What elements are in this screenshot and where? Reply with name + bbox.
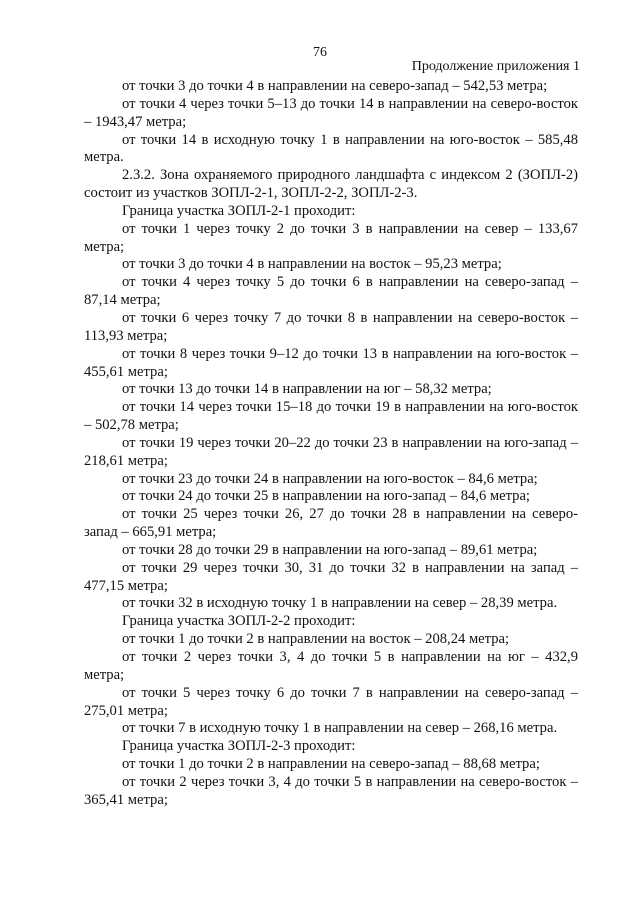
body-paragraph: от точки 3 до точки 4 в направлении на восток – 95,23 метра;	[122, 256, 502, 273]
body-paragraph: от точки 13 до точки 14 в направлении на юг – 58,32 метра;	[122, 381, 492, 398]
body-paragraph: от точки 8 через точки 9–12 до точки 13 в направлении на юго-восток – 455,61 метра;	[84, 345, 578, 380]
body-paragraph: от точки 4 через точки 5–13 до точки 14 в направлении на северо-восток – 1943,47 метра;	[84, 95, 578, 130]
body-paragraph: от точки 7 в исходную точку 1 в направлении на север – 268,16 метра.	[122, 720, 558, 737]
document-body	[84, 78, 578, 810]
appendix-continuation-note: Продолжение приложения 1	[411, 59, 580, 74]
subsection-heading: Граница участка ЗОПЛ-2-2 проходит:	[122, 613, 356, 630]
body-paragraph: от точки 1 до точки 2 в направлении на восток – 208,24 метра;	[122, 631, 510, 648]
section-paragraph: 2.3.2. Зона охраняемого природного ландшафта с индексом 2 (ЗОПЛ-2) состоит из участков ЗОПЛ-2-1, ЗОПЛ-2-2, ЗОПЛ-2-3.	[84, 167, 578, 202]
page-number: 76	[313, 45, 327, 60]
body-paragraph: от точки 29 через точки 30, 31 до точки 32 в направлении на запад – 477,15 метра;	[84, 559, 578, 594]
subsection-heading: Граница участка ЗОПЛ-2-3 проходит:	[122, 738, 356, 755]
body-paragraph: от точки 1 через точку 2 до точки 3 в направлении на север – 133,67 метра;	[84, 220, 578, 255]
body-paragraph: от точки 25 через точки 26, 27 до точки 28 в направлении на северо-запад – 665,91 метра;	[84, 506, 578, 541]
body-paragraph: от точки 19 через точки 20–22 до точки 23 в направлении на юго-запад – 218,61 метра;	[84, 434, 578, 469]
body-paragraph: от точки 3 до точки 4 в направлении на северо-запад – 542,53 метра;	[122, 78, 548, 94]
body-paragraph: от точки 6 через точку 7 до точки 8 в направлении на северо-восток – 113,93 метра;	[84, 309, 578, 344]
body-paragraph: от точки 23 до точки 24 в направлении на юго-восток – 84,6 метра;	[122, 470, 538, 487]
body-paragraph: от точки 24 до точки 25 в направлении на юго-запад – 84,6 метра;	[122, 488, 530, 505]
body-paragraph: от точки 14 в исходную точку 1 в направлении на юго-восток – 585,48 метра.	[84, 131, 578, 166]
body-paragraph: от точки 28 до точки 29 в направлении на юго-запад – 89,61 метра;	[122, 541, 538, 558]
body-paragraph: от точки 14 через точки 15–18 до точки 19 в направлении на юго-восток – 502,78 метра;	[84, 399, 578, 434]
body-paragraph: от точки 2 через точки 3, 4 до точки 5 в направлении на северо-восток – 365,41 метра;	[84, 773, 578, 808]
body-paragraph: от точки 4 через точку 5 до точки 6 в направлении на северо-запад – 87,14 метра;	[84, 274, 578, 309]
body-paragraph: от точки 32 в исходную точку 1 в направлении на север – 28,39 метра.	[122, 595, 558, 612]
body-paragraph: от точки 1 до точки 2 в направлении на северо-запад – 88,68 метра;	[122, 756, 540, 773]
subsection-heading: Граница участка ЗОПЛ-2-1 проходит:	[122, 202, 356, 219]
body-paragraph: от точки 2 через точки 3, 4 до точки 5 в направлении на юг – 432,9 метра;	[84, 649, 578, 683]
body-paragraph: от точки 5 через точку 6 до точки 7 в направлении на северо-запад – 275,01 метра;	[84, 684, 578, 719]
